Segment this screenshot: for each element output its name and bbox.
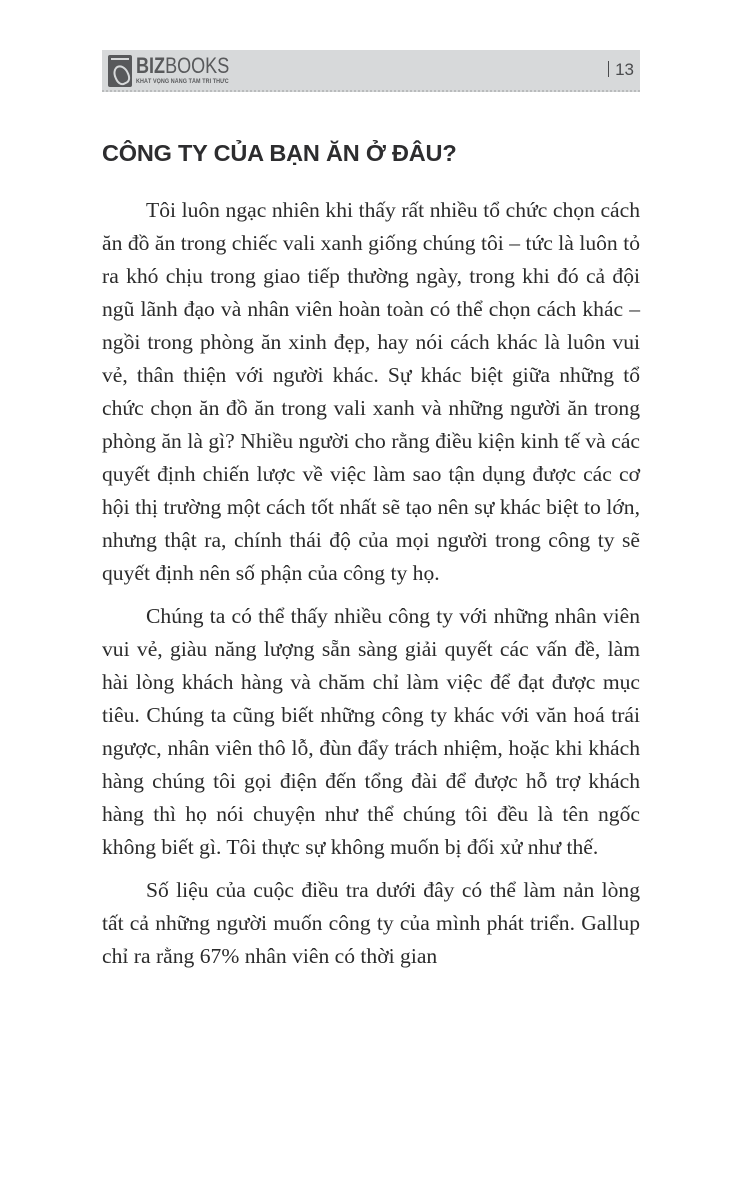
body-text bbox=[102, 194, 640, 983]
page-number-value: 13 bbox=[615, 60, 634, 79]
running-header bbox=[102, 50, 640, 92]
paragraph: Tôi luôn ngạc nhiên khi thấy rất nhiều tổ chức chọn cách ăn đồ ăn trong chiếc vali xanh giống chúng tôi – tức là luôn tỏ ra khó chịu trong giao tiếp thường ngày, trong khi đó cả đội ngũ lãnh đạo và nhân viên hoàn toàn có thể chọn cách khác – ngồi trong phòng ăn xinh đẹp, hay nói cách khác là luôn vui vẻ, thân thiện với người khác. Sự khác biệt giữa những tổ chức chọn ăn đồ ăn trong vali xanh và những người ăn trong phòng ăn là gì? Nhiều người cho rằng điều kiện kinh tế và các quyết định chiến lược về việc làm sao tận dụng được các cơ hội thị trường một cách tốt nhất sẽ tạo nên sự khác biệt to lớn, nhưng thật ra, chính thái độ của mọi người trong công ty sẽ quyết định nên số phận của công ty họ. bbox=[102, 198, 640, 585]
logo-wordmark bbox=[136, 55, 250, 85]
brand-tagline: KHÁT VỌNG NÂNG TẦM TRI THỨC bbox=[136, 79, 229, 85]
paragraph: Số liệu của cuộc điều tra dưới đây có thể làm nản lòng tất cả những người muốn công ty của mình phát triển. Gallup chỉ ra rằng 67% nhân viên có thời gian bbox=[102, 878, 640, 968]
page-number bbox=[608, 60, 634, 80]
brand-name bbox=[136, 55, 229, 77]
bizbooks-logo bbox=[108, 55, 250, 89]
brand-name-bold: BIZ bbox=[136, 53, 166, 78]
page-number-separator bbox=[608, 61, 609, 77]
bizbooks-emblem-icon bbox=[108, 55, 132, 87]
paragraph: Chúng ta có thể thấy nhiều công ty với những nhân viên vui vẻ, giàu năng lượng sẵn sàng giải quyết các vấn đề, làm hài lòng khách hàng và chăm chỉ làm việc để đạt được mục tiêu. Chúng ta cũng biết những công ty khác với văn hoá trái ngược, nhân viên thô lỗ, đùn đẩy trách nhiệm, hoặc khi khách hàng chúng tôi gọi điện đến tổng đài để được hỗ trợ khách hàng thì họ nói chuyện như thể chúng tôi đều là tên ngốc không biết gì. Tôi thực sự không muốn bị đối xử như thế. bbox=[102, 604, 640, 859]
brand-name-light: BOOKS bbox=[165, 53, 230, 78]
chapter-title: CÔNG TY CỦA BẠN ĂN Ở ĐÂU? bbox=[102, 139, 457, 166]
